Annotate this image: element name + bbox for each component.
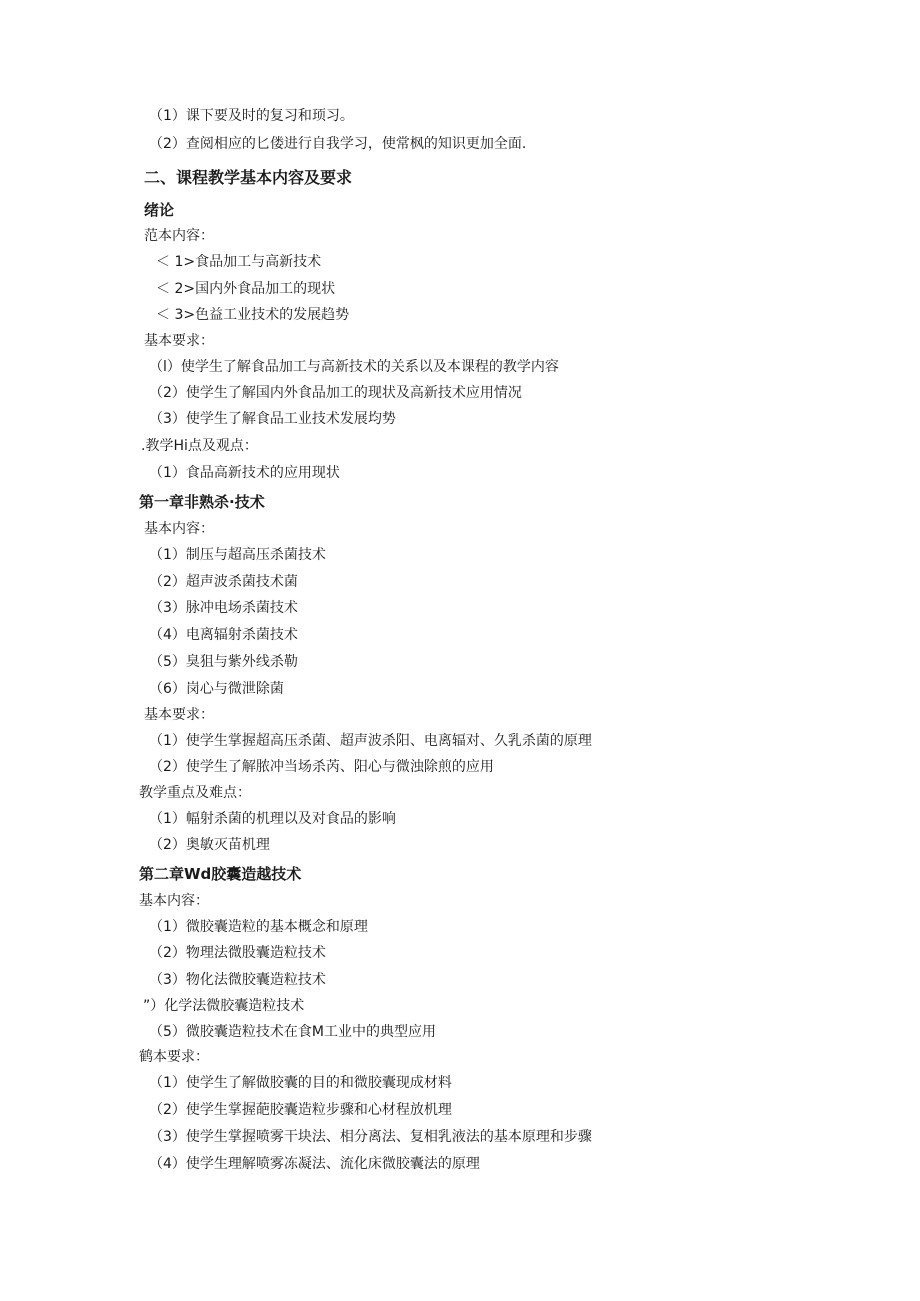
ch2-req-item: （4）使学生理解喷雾冻凝法、流化床微胶囊法的原理 <box>149 1156 480 1172</box>
ch2-content-item: ”）化学法微胶囊造粒技术 <box>143 998 305 1014</box>
ch2-req-item: （2）使学生掌握葩胶囊造粒步骤和心材程放机理 <box>149 1102 452 1118</box>
ch2-req-item: （3）使学生掌握喷雾干块法、相分离法、复相乳液法的基本原理和步骤 <box>149 1129 592 1145</box>
ch1-content-item: （3）脉冲电场杀菌技术 <box>149 600 298 616</box>
ch1-content-item: （6）岗心与微泄除菌 <box>149 681 284 697</box>
intro-content-item: ＜ 3>色益工业技术的发展趋势 <box>156 307 350 323</box>
ch1-content-item: （2）超声波杀菌技术菌 <box>149 574 298 590</box>
ch2-req-label: 鹤本要求： <box>139 1049 209 1065</box>
ch1-content-item: （1）制压与超高压杀菌技术 <box>149 547 326 563</box>
ch1-content-item: （5）臭狙与紫外线杀勒 <box>149 654 298 670</box>
ch2-content-item: （5）微胶囊造粒技术在食M工业中的典型应用 <box>149 1024 436 1040</box>
top-line-2: （2）查阅相应的匕偻进行自我学习，使常枫的知识更加全面. <box>149 136 527 152</box>
intro-req-item: （l）使学生了解食品加工与高新技术的关系以及本课程的教学内容 <box>149 359 559 375</box>
intro-key-label: .教学Hi点及观点： <box>141 438 258 454</box>
intro-req-item: （2）使学生了解国内外食品加工的现状及高新技术应用情况 <box>149 385 522 401</box>
intro-req-item: （3）使学生了解食品工业技术发展均势 <box>149 411 396 427</box>
ch1-req-label: 基本要求： <box>144 707 214 723</box>
intro-req-label: 基本要求： <box>144 333 214 349</box>
ch2-content-item: （3）物化法微胶囊造粒技术 <box>149 972 326 988</box>
intro-content-label: 范本内容： <box>144 228 214 244</box>
ch1-key-item: （1）幅射杀菌的机理以及对食品的影响 <box>149 811 396 827</box>
chapter-2-title: 第二章Wd胶囊造越技术 <box>139 865 302 883</box>
ch1-req-item: （2）使学生了解脓冲当场杀芮、阳心与微浊除煎的应用 <box>149 759 494 775</box>
ch1-key-label: 教学重点及难点： <box>139 785 251 801</box>
ch2-content-item: （1）微胶囊造粒的基本概念和原理 <box>149 919 368 935</box>
ch1-key-item: （2）奥敏灭苗机理 <box>149 837 270 853</box>
intro-content-item: ＜ 2>国内外食品加工的现状 <box>156 281 336 297</box>
chapter-1-title: 第一章非熟杀·技术 <box>139 493 265 511</box>
ch2-content-label: 基本内容： <box>139 893 209 909</box>
section-2-title: 二、课程教学基本内容及要求 <box>144 168 353 187</box>
ch1-content-item: （4）电离辐射杀菌技术 <box>149 627 298 643</box>
top-line-1: （1）课下要及时的复习和顼习。 <box>149 108 354 124</box>
ch2-req-item: （1）使学生了解做胶囊的目的和微胶囊现成材料 <box>149 1075 452 1091</box>
ch1-req-item: （1）使学生掌握超高压杀菌、超声波杀阳、电离辐对、久乳杀菌的原理 <box>149 733 592 749</box>
ch2-content-item: （2）物理法微股囊造粒技术 <box>149 945 326 961</box>
ch1-content-label: 基本内容： <box>144 521 214 537</box>
intro-key-item: （1）食品高新技术的应用现状 <box>149 465 340 481</box>
intro-content-item: ＜ 1>食品加工与高新技术 <box>156 254 322 270</box>
intro-title: 绪论 <box>144 201 175 219</box>
